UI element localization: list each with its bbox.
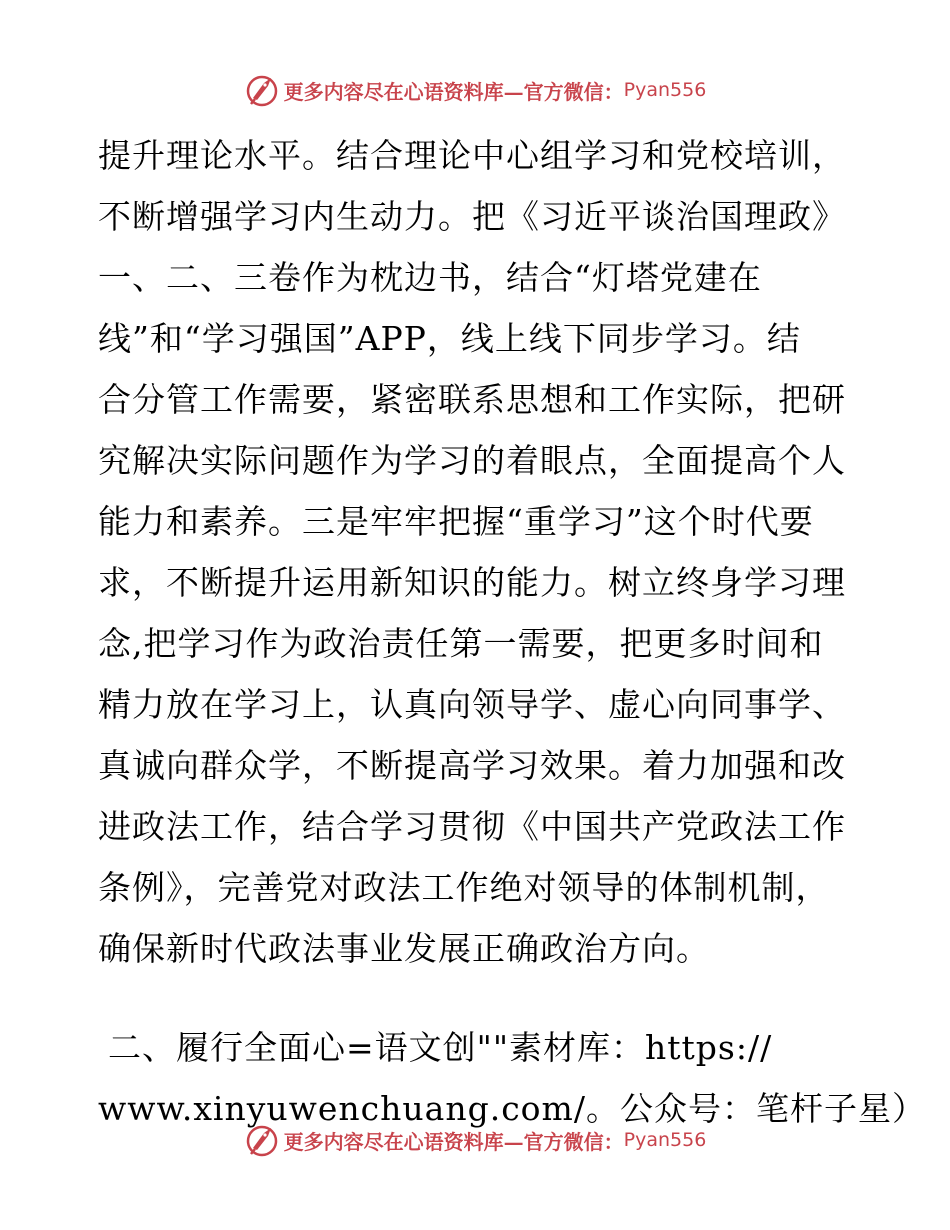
body-text: [98, 125, 926, 1139]
banner-wechat-id: Pyan556: [623, 1129, 707, 1151]
text-line: 条例》，完善党对政法工作绝对领导的体制机制，: [98, 868, 830, 907]
text-line: 线”和“学习强国”APP，线上线下同步学习。结: [98, 319, 801, 358]
text-line: 合分管工作需要，紧密联系思想和工作实际，把研: [98, 380, 846, 419]
text-line: 进政法工作，结合学习贯彻《中国共产党政法工作: [98, 807, 846, 846]
text-line: 不断增强学习内生动力。把《习近平谈治国理政》: [98, 197, 846, 236]
paragraph-1: [98, 125, 858, 979]
text-line: 能力和素养。三是牢牢把握“重学习”这个时代要: [98, 502, 814, 541]
text-line: 二、履行全面心=语文创""素材库：https://: [108, 1028, 773, 1067]
banner-wechat-id: Pyan556: [623, 79, 707, 101]
text-line: 确保新时代政法事业发展正确政治方向。: [98, 929, 710, 968]
text-line: 提升理论水平。结合理论中心组学习和党校培训，: [98, 136, 846, 175]
pen-nib-logo-icon: [244, 72, 280, 108]
text-line: www.xinyuwenchuang.com/。公众号：笔杆子星）: [98, 1089, 926, 1128]
banner-text: 更多内容尽在心语资料库—官方微信：: [283, 79, 624, 104]
banner-text: 更多内容尽在心语资料库—官方微信：: [283, 1129, 624, 1154]
text-line: 求，不断提升运用新知识的能力。树立终身学习理: [98, 563, 846, 602]
text-line: 究解决实际问题作为学习的着眼点，全面提高个人: [98, 441, 846, 480]
paragraph-gap: [98, 979, 858, 1017]
footer-banner: [0, 1120, 950, 1160]
pen-nib-logo-icon: [244, 1122, 280, 1158]
text-line: 一、二、三卷作为枕边书，结合“灯塔党建在: [98, 258, 762, 297]
text-line: 念,把学习作为政治责任第一需要，把更多时间和: [98, 624, 824, 663]
text-line: 真诚向群众学，不断提高学习效果。着力加强和改: [98, 746, 846, 785]
header-banner: [0, 70, 950, 110]
text-line: 精力放在学习上，认真向领导学、虚心向同事学、: [98, 685, 846, 724]
